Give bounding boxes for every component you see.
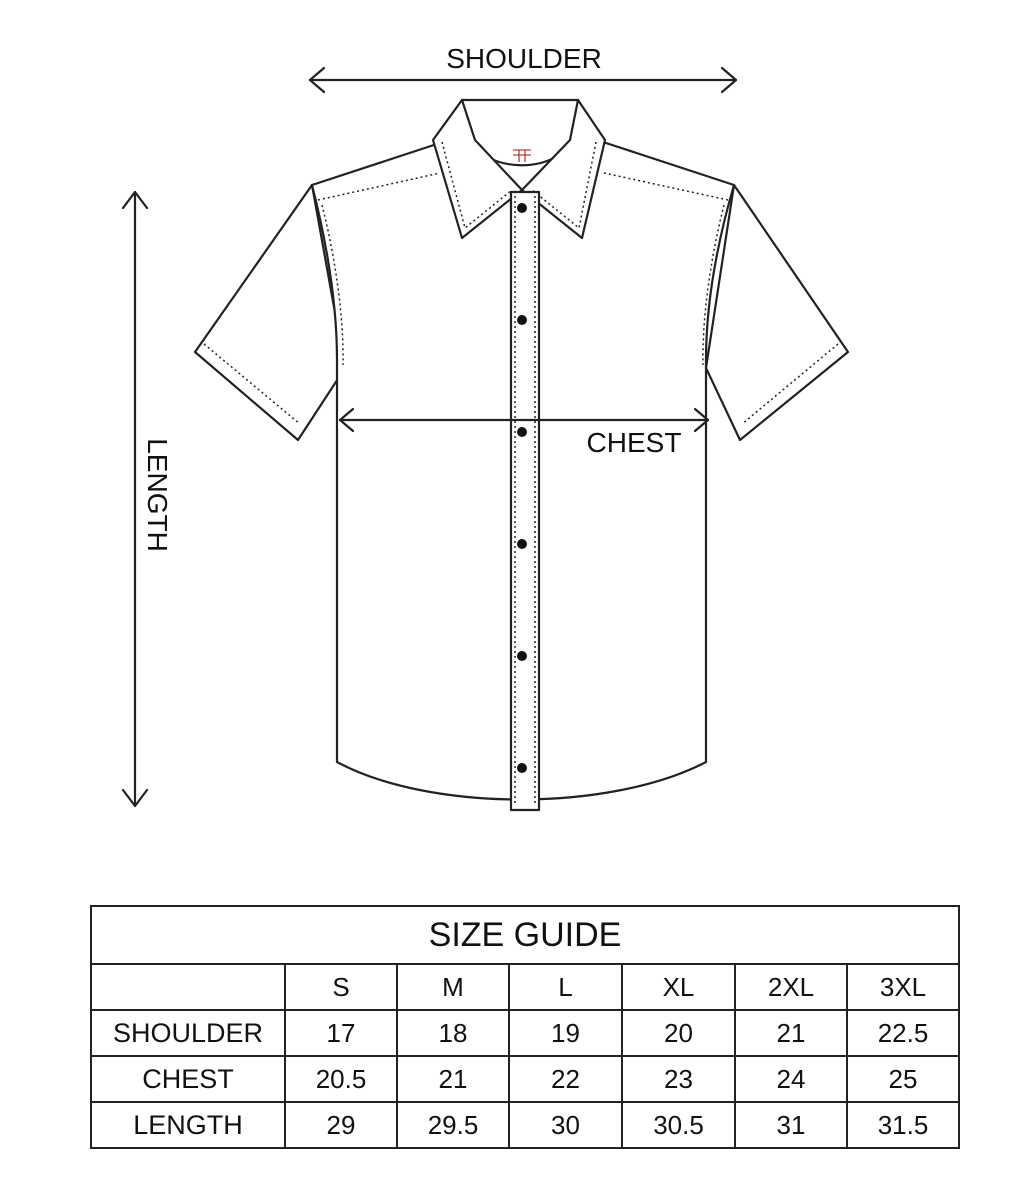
right-sleeve xyxy=(706,185,848,440)
table-cell: 24 xyxy=(735,1056,847,1102)
shirt-button xyxy=(517,203,527,213)
table-cell: 21 xyxy=(735,1010,847,1056)
table-row xyxy=(91,1056,959,1102)
size-header: 2XL xyxy=(735,964,847,1010)
row-label: LENGTH xyxy=(91,1102,285,1148)
row-label: SHOULDER xyxy=(91,1010,285,1056)
shirt-button xyxy=(517,315,527,325)
size-header-row xyxy=(91,964,959,1010)
table-cell: 22.5 xyxy=(847,1010,959,1056)
chest-label: CHEST xyxy=(586,427,682,458)
size-guide-title: SIZE GUIDE xyxy=(91,906,959,964)
shirt-button xyxy=(517,427,527,437)
table-cell: 29.5 xyxy=(397,1102,509,1148)
shirt-button xyxy=(517,539,527,549)
size-header: S xyxy=(285,964,397,1010)
size-guide-table xyxy=(90,905,960,1149)
table-cell: 22 xyxy=(509,1056,622,1102)
corner-cell xyxy=(91,964,285,1010)
shirt-button xyxy=(517,763,527,773)
table-cell: 17 xyxy=(285,1010,397,1056)
length-label: LENGTH xyxy=(142,438,173,552)
table-cell: 18 xyxy=(397,1010,509,1056)
table-row xyxy=(91,1102,959,1148)
table-cell: 23 xyxy=(622,1056,735,1102)
table-cell: 21 xyxy=(397,1056,509,1102)
table-cell: 25 xyxy=(847,1056,959,1102)
table-cell: 29 xyxy=(285,1102,397,1148)
table-cell: 20.5 xyxy=(285,1056,397,1102)
size-header: 3XL xyxy=(847,964,959,1010)
table-cell: 19 xyxy=(509,1010,622,1056)
table-cell: 20 xyxy=(622,1010,735,1056)
table-row xyxy=(91,1010,959,1056)
size-header: XL xyxy=(622,964,735,1010)
shirt-illustration xyxy=(195,100,848,810)
shoulder-label: SHOULDER xyxy=(446,43,602,74)
table-cell: 31 xyxy=(735,1102,847,1148)
table-cell: 30.5 xyxy=(622,1102,735,1148)
shirt-button xyxy=(517,651,527,661)
size-header: M xyxy=(397,964,509,1010)
row-label: CHEST xyxy=(91,1056,285,1102)
table-cell: 31.5 xyxy=(847,1102,959,1148)
table-cell: 30 xyxy=(509,1102,622,1148)
size-header: L xyxy=(509,964,622,1010)
